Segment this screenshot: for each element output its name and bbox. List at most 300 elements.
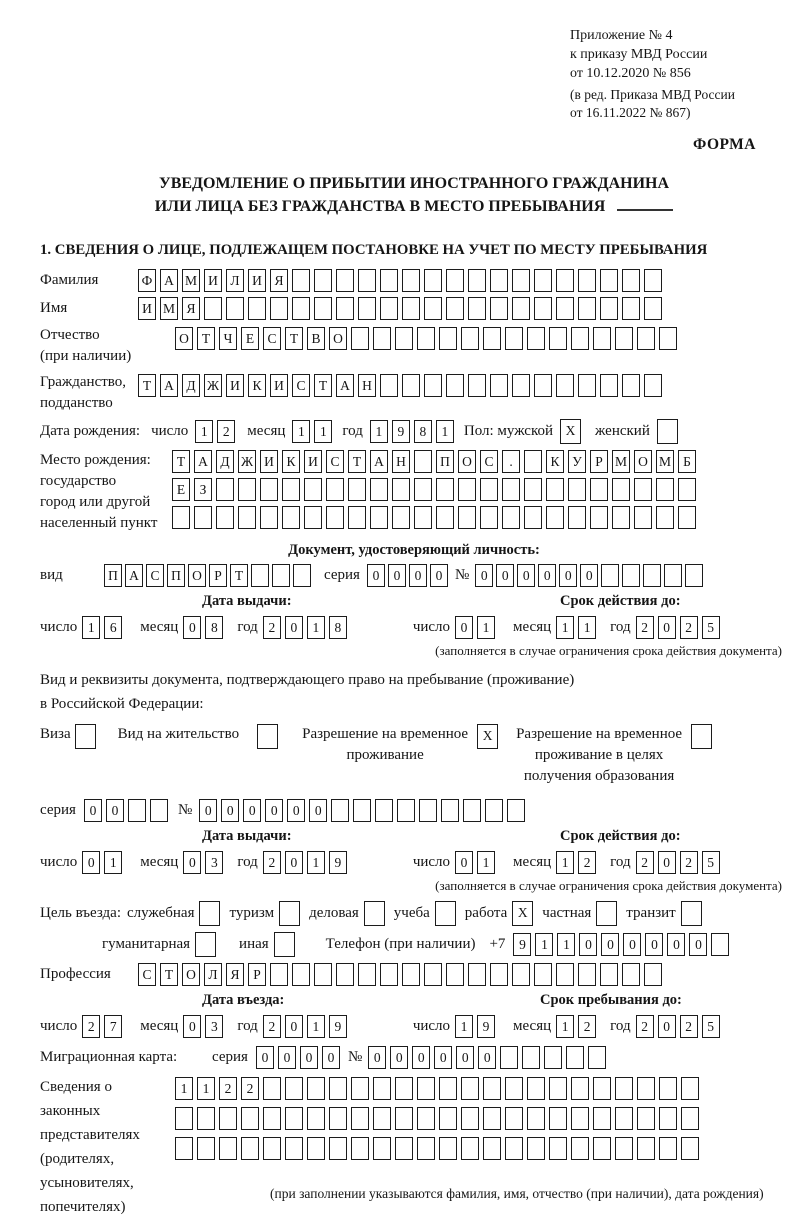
female-checkbox[interactable]: [657, 419, 678, 444]
form-cell[interactable]: [681, 1107, 699, 1130]
form-cell[interactable]: Л: [226, 269, 244, 292]
form-cell[interactable]: [524, 450, 542, 473]
form-cell[interactable]: [483, 1107, 501, 1130]
form-cell[interactable]: А: [160, 374, 178, 397]
form-cell[interactable]: 0: [199, 799, 217, 822]
form-cell[interactable]: Ж: [204, 374, 222, 397]
form-cell[interactable]: [263, 1137, 281, 1160]
form-cell[interactable]: [590, 478, 608, 501]
form-cell[interactable]: [483, 327, 501, 350]
form-cell[interactable]: [643, 564, 661, 587]
form-cell[interactable]: [329, 1107, 347, 1130]
purpose-private-checkbox[interactable]: [596, 901, 617, 926]
form-cell[interactable]: [304, 506, 322, 529]
form-cell[interactable]: 1: [556, 1015, 574, 1038]
form-cell[interactable]: [601, 564, 619, 587]
form-cell[interactable]: 0: [183, 1015, 201, 1038]
form-cell[interactable]: X: [560, 419, 581, 444]
form-cell[interactable]: [571, 327, 589, 350]
form-cell[interactable]: [175, 1107, 193, 1130]
form-cell[interactable]: [578, 297, 596, 320]
form-cell[interactable]: [370, 506, 388, 529]
form-cell[interactable]: А: [336, 374, 354, 397]
form-cell[interactable]: 0: [580, 564, 598, 587]
form-cell[interactable]: 2: [82, 1015, 100, 1038]
form-cell[interactable]: [644, 297, 662, 320]
form-cell[interactable]: 2: [680, 851, 698, 874]
form-cell[interactable]: [571, 1107, 589, 1130]
form-cell[interactable]: [417, 1107, 435, 1130]
form-cell[interactable]: М: [182, 269, 200, 292]
form-cell[interactable]: [441, 799, 459, 822]
form-cell[interactable]: [238, 506, 256, 529]
form-cell[interactable]: 1: [535, 933, 553, 956]
form-cell[interactable]: Т: [160, 963, 178, 986]
form-cell[interactable]: [285, 1107, 303, 1130]
form-cell[interactable]: [329, 1137, 347, 1160]
form-cell[interactable]: П: [104, 564, 122, 587]
form-cell[interactable]: 2: [578, 1015, 596, 1038]
form-cell[interactable]: [395, 327, 413, 350]
form-cell[interactable]: [219, 1137, 237, 1160]
form-cell[interactable]: Н: [392, 450, 410, 473]
purpose-transit-checkbox[interactable]: [681, 901, 702, 926]
form-cell[interactable]: 0: [658, 1015, 676, 1038]
form-cell[interactable]: [659, 327, 677, 350]
form-cell[interactable]: [216, 478, 234, 501]
form-cell[interactable]: 0: [455, 851, 473, 874]
form-cell[interactable]: [549, 327, 567, 350]
form-cell[interactable]: П: [167, 564, 185, 587]
form-cell[interactable]: [524, 478, 542, 501]
form-cell[interactable]: [436, 506, 454, 529]
form-cell[interactable]: 0: [496, 564, 514, 587]
form-cell[interactable]: [490, 269, 508, 292]
form-cell[interactable]: [419, 799, 437, 822]
purpose-business-checkbox[interactable]: [364, 901, 385, 926]
form-cell[interactable]: Е: [172, 478, 190, 501]
form-cell[interactable]: 0: [517, 564, 535, 587]
form-cell[interactable]: [204, 297, 222, 320]
form-cell[interactable]: 0: [368, 1046, 386, 1069]
form-cell[interactable]: [637, 1137, 655, 1160]
form-cell[interactable]: [307, 1107, 325, 1130]
form-cell[interactable]: [260, 506, 278, 529]
form-cell[interactable]: [549, 1077, 567, 1100]
purpose-study-checkbox[interactable]: [435, 901, 456, 926]
form-cell[interactable]: Я: [182, 297, 200, 320]
form-cell[interactable]: Р: [209, 564, 227, 587]
form-cell[interactable]: [150, 799, 168, 822]
form-cell[interactable]: 3: [205, 1015, 223, 1038]
form-cell[interactable]: 0: [388, 564, 406, 587]
form-cell[interactable]: .: [502, 450, 520, 473]
form-cell[interactable]: 1: [436, 420, 454, 443]
form-cell[interactable]: 9: [392, 420, 410, 443]
form-cell[interactable]: [461, 1107, 479, 1130]
form-cell[interactable]: [600, 374, 618, 397]
form-cell[interactable]: [681, 1137, 699, 1160]
purpose-humanitarian-checkbox[interactable]: [195, 932, 216, 957]
form-cell[interactable]: [314, 297, 332, 320]
form-cell[interactable]: [612, 478, 630, 501]
form-cell[interactable]: [241, 1137, 259, 1160]
form-cell[interactable]: 1: [477, 616, 495, 639]
form-cell[interactable]: [435, 901, 456, 926]
form-cell[interactable]: 9: [477, 1015, 495, 1038]
form-cell[interactable]: 0: [285, 1015, 303, 1038]
form-cell[interactable]: [637, 1077, 655, 1100]
form-cell[interactable]: [314, 269, 332, 292]
form-cell[interactable]: 0: [601, 933, 619, 956]
form-cell[interactable]: [644, 963, 662, 986]
purpose-other-checkbox[interactable]: [274, 932, 295, 957]
form-cell[interactable]: [395, 1077, 413, 1100]
form-cell[interactable]: 2: [263, 1015, 281, 1038]
form-cell[interactable]: [463, 799, 481, 822]
form-cell[interactable]: 1: [292, 420, 310, 443]
form-cell[interactable]: 2: [219, 1077, 237, 1100]
form-cell[interactable]: [527, 1137, 545, 1160]
form-cell[interactable]: [314, 963, 332, 986]
form-cell[interactable]: [634, 506, 652, 529]
form-cell[interactable]: [546, 478, 564, 501]
male-checkbox[interactable]: [560, 419, 581, 444]
form-cell[interactable]: [446, 297, 464, 320]
form-cell[interactable]: 1: [82, 616, 100, 639]
form-cell[interactable]: [304, 478, 322, 501]
form-cell[interactable]: С: [263, 327, 281, 350]
form-cell[interactable]: [424, 374, 442, 397]
form-cell[interactable]: [392, 506, 410, 529]
form-cell[interactable]: 2: [241, 1077, 259, 1100]
form-cell[interactable]: [251, 564, 269, 587]
form-cell[interactable]: [556, 963, 574, 986]
form-cell[interactable]: 0: [667, 933, 685, 956]
form-cell[interactable]: [417, 1077, 435, 1100]
form-cell[interactable]: А: [194, 450, 212, 473]
form-cell[interactable]: [656, 478, 674, 501]
form-cell[interactable]: [351, 327, 369, 350]
form-cell[interactable]: [439, 1077, 457, 1100]
form-cell[interactable]: 1: [477, 851, 495, 874]
form-cell[interactable]: [380, 269, 398, 292]
form-cell[interactable]: [600, 297, 618, 320]
form-cell[interactable]: О: [634, 450, 652, 473]
form-cell[interactable]: 2: [263, 616, 281, 639]
form-cell[interactable]: [596, 901, 617, 926]
form-cell[interactable]: [505, 1107, 523, 1130]
form-cell[interactable]: [458, 478, 476, 501]
form-cell[interactable]: [490, 297, 508, 320]
form-cell[interactable]: [197, 1107, 215, 1130]
form-cell[interactable]: [402, 269, 420, 292]
form-cell[interactable]: И: [304, 450, 322, 473]
form-cell[interactable]: Т: [172, 450, 190, 473]
form-cell[interactable]: [397, 799, 415, 822]
form-cell[interactable]: [524, 506, 542, 529]
form-cell[interactable]: [292, 269, 310, 292]
form-cell[interactable]: [392, 478, 410, 501]
form-cell[interactable]: [380, 374, 398, 397]
purpose-work-checkbox[interactable]: [512, 901, 533, 926]
form-cell[interactable]: [375, 799, 393, 822]
form-cell[interactable]: К: [546, 450, 564, 473]
form-cell[interactable]: [568, 478, 586, 501]
form-cell[interactable]: [257, 724, 278, 749]
form-cell[interactable]: [461, 1077, 479, 1100]
form-cell[interactable]: 5: [702, 851, 720, 874]
purpose-official-checkbox[interactable]: [199, 901, 220, 926]
form-cell[interactable]: Я: [270, 269, 288, 292]
form-cell[interactable]: [588, 1046, 606, 1069]
form-cell[interactable]: [282, 478, 300, 501]
form-cell[interactable]: [238, 478, 256, 501]
form-cell[interactable]: 2: [578, 851, 596, 874]
form-cell[interactable]: [307, 1077, 325, 1100]
form-cell[interactable]: Л: [204, 963, 222, 986]
form-cell[interactable]: [331, 799, 349, 822]
form-cell[interactable]: [566, 1046, 584, 1069]
form-cell[interactable]: [307, 1137, 325, 1160]
form-cell[interactable]: [527, 1107, 545, 1130]
form-cell[interactable]: 0: [390, 1046, 408, 1069]
form-cell[interactable]: [612, 506, 630, 529]
form-cell[interactable]: 2: [680, 616, 698, 639]
form-cell[interactable]: И: [226, 374, 244, 397]
form-cell[interactable]: [622, 297, 640, 320]
form-cell[interactable]: [128, 799, 146, 822]
form-cell[interactable]: 0: [475, 564, 493, 587]
form-cell[interactable]: [351, 1077, 369, 1100]
form-cell[interactable]: [402, 963, 420, 986]
form-cell[interactable]: [600, 269, 618, 292]
form-cell[interactable]: С: [326, 450, 344, 473]
form-cell[interactable]: Р: [590, 450, 608, 473]
form-cell[interactable]: М: [612, 450, 630, 473]
form-cell[interactable]: [600, 963, 618, 986]
form-cell[interactable]: 0: [689, 933, 707, 956]
form-cell[interactable]: И: [260, 450, 278, 473]
form-cell[interactable]: [272, 564, 290, 587]
form-cell[interactable]: [505, 1137, 523, 1160]
form-cell[interactable]: Т: [230, 564, 248, 587]
form-cell[interactable]: [711, 933, 729, 956]
form-cell[interactable]: [622, 963, 640, 986]
form-cell[interactable]: [172, 506, 190, 529]
form-cell[interactable]: 1: [455, 1015, 473, 1038]
form-cell[interactable]: [546, 506, 564, 529]
form-cell[interactable]: [380, 963, 398, 986]
form-cell[interactable]: [424, 269, 442, 292]
form-cell[interactable]: [622, 564, 640, 587]
form-cell[interactable]: [373, 1137, 391, 1160]
form-cell[interactable]: [279, 901, 300, 926]
form-cell[interactable]: 0: [84, 799, 102, 822]
form-cell[interactable]: 2: [636, 1015, 654, 1038]
form-cell[interactable]: 2: [636, 851, 654, 874]
form-cell[interactable]: [615, 1077, 633, 1100]
form-cell[interactable]: С: [138, 963, 156, 986]
form-cell[interactable]: [263, 1077, 281, 1100]
form-cell[interactable]: 0: [285, 851, 303, 874]
form-cell[interactable]: [480, 478, 498, 501]
form-cell[interactable]: 1: [307, 616, 325, 639]
form-cell[interactable]: [571, 1137, 589, 1160]
form-cell[interactable]: 3: [205, 851, 223, 874]
form-cell[interactable]: [678, 478, 696, 501]
form-cell[interactable]: [461, 1137, 479, 1160]
form-cell[interactable]: 1: [556, 851, 574, 874]
form-cell[interactable]: 0: [579, 933, 597, 956]
form-cell[interactable]: [512, 963, 530, 986]
form-cell[interactable]: Д: [182, 374, 200, 397]
form-cell[interactable]: [439, 1137, 457, 1160]
form-cell[interactable]: [329, 1077, 347, 1100]
form-cell[interactable]: [685, 564, 703, 587]
form-cell[interactable]: [556, 269, 574, 292]
form-cell[interactable]: [500, 1046, 518, 1069]
form-cell[interactable]: [241, 1107, 259, 1130]
form-cell[interactable]: [402, 374, 420, 397]
form-cell[interactable]: [571, 1077, 589, 1100]
form-cell[interactable]: 0: [623, 933, 641, 956]
form-cell[interactable]: [678, 506, 696, 529]
form-cell[interactable]: 0: [412, 1046, 430, 1069]
form-cell[interactable]: З: [194, 478, 212, 501]
form-cell[interactable]: [248, 297, 266, 320]
form-cell[interactable]: [534, 269, 552, 292]
form-cell[interactable]: [593, 327, 611, 350]
form-cell[interactable]: А: [125, 564, 143, 587]
form-cell[interactable]: [414, 478, 432, 501]
form-cell[interactable]: 0: [478, 1046, 496, 1069]
form-cell[interactable]: [402, 297, 420, 320]
form-cell[interactable]: [502, 478, 520, 501]
form-cell[interactable]: 0: [367, 564, 385, 587]
form-cell[interactable]: [534, 963, 552, 986]
form-cell[interactable]: [593, 1077, 611, 1100]
form-cell[interactable]: 0: [265, 799, 283, 822]
form-cell[interactable]: [468, 269, 486, 292]
form-cell[interactable]: [270, 963, 288, 986]
form-cell[interactable]: [380, 297, 398, 320]
form-cell[interactable]: С: [292, 374, 310, 397]
form-cell[interactable]: [556, 297, 574, 320]
form-cell[interactable]: 6: [104, 616, 122, 639]
form-cell[interactable]: [270, 297, 288, 320]
form-cell[interactable]: 0: [309, 799, 327, 822]
form-cell[interactable]: [578, 374, 596, 397]
form-cell[interactable]: С: [480, 450, 498, 473]
form-cell[interactable]: 9: [513, 933, 531, 956]
form-cell[interactable]: И: [204, 269, 222, 292]
form-cell[interactable]: А: [370, 450, 388, 473]
purpose-tourism-checkbox[interactable]: [279, 901, 300, 926]
form-cell[interactable]: М: [160, 297, 178, 320]
form-cell[interactable]: X: [477, 724, 498, 749]
form-cell[interactable]: [615, 1137, 633, 1160]
form-cell[interactable]: [468, 963, 486, 986]
form-cell[interactable]: И: [138, 297, 156, 320]
form-cell[interactable]: [417, 1137, 435, 1160]
form-cell[interactable]: [373, 327, 391, 350]
form-cell[interactable]: [424, 963, 442, 986]
form-cell[interactable]: А: [160, 269, 178, 292]
form-cell[interactable]: 9: [329, 1015, 347, 1038]
form-cell[interactable]: 1: [557, 933, 575, 956]
form-cell[interactable]: Я: [226, 963, 244, 986]
form-cell[interactable]: [282, 506, 300, 529]
form-cell[interactable]: 1: [175, 1077, 193, 1100]
form-cell[interactable]: 0: [82, 851, 100, 874]
form-cell[interactable]: [436, 478, 454, 501]
form-cell[interactable]: [644, 374, 662, 397]
form-cell[interactable]: [485, 799, 503, 822]
form-cell[interactable]: 1: [197, 1077, 215, 1100]
form-cell[interactable]: [446, 269, 464, 292]
form-cell[interactable]: [395, 1107, 413, 1130]
form-cell[interactable]: [534, 374, 552, 397]
form-cell[interactable]: [285, 1077, 303, 1100]
form-cell[interactable]: [446, 963, 464, 986]
form-cell[interactable]: [505, 1077, 523, 1100]
form-cell[interactable]: X: [512, 901, 533, 926]
form-cell[interactable]: [424, 297, 442, 320]
form-cell[interactable]: 0: [106, 799, 124, 822]
form-cell[interactable]: [657, 419, 678, 444]
form-cell[interactable]: 2: [263, 851, 281, 874]
form-cell[interactable]: Ч: [219, 327, 237, 350]
form-cell[interactable]: П: [436, 450, 454, 473]
form-cell[interactable]: [593, 1107, 611, 1130]
form-cell[interactable]: [590, 506, 608, 529]
edu-permit-checkbox[interactable]: [691, 724, 712, 749]
form-cell[interactable]: [336, 963, 354, 986]
form-cell[interactable]: 1: [578, 616, 596, 639]
form-cell[interactable]: 0: [287, 799, 305, 822]
form-cell[interactable]: О: [329, 327, 347, 350]
form-cell[interactable]: О: [175, 327, 193, 350]
form-cell[interactable]: И: [248, 269, 266, 292]
form-cell[interactable]: [483, 1077, 501, 1100]
form-cell[interactable]: 0: [243, 799, 261, 822]
form-cell[interactable]: 0: [658, 851, 676, 874]
form-cell[interactable]: [351, 1107, 369, 1130]
form-cell[interactable]: [414, 450, 432, 473]
form-cell[interactable]: Т: [197, 327, 215, 350]
form-cell[interactable]: У: [568, 450, 586, 473]
form-cell[interactable]: Ф: [138, 269, 156, 292]
form-cell[interactable]: [593, 1137, 611, 1160]
form-cell[interactable]: [373, 1077, 391, 1100]
form-cell[interactable]: Р: [248, 963, 266, 986]
form-cell[interactable]: Д: [216, 450, 234, 473]
form-cell[interactable]: [615, 1107, 633, 1130]
form-cell[interactable]: 2: [217, 420, 235, 443]
form-cell[interactable]: [446, 374, 464, 397]
form-cell[interactable]: [274, 932, 295, 957]
form-cell[interactable]: [534, 297, 552, 320]
form-cell[interactable]: [216, 506, 234, 529]
form-cell[interactable]: 0: [322, 1046, 340, 1069]
form-cell[interactable]: 0: [285, 616, 303, 639]
form-cell[interactable]: К: [248, 374, 266, 397]
form-cell[interactable]: [681, 1077, 699, 1100]
form-cell[interactable]: [414, 506, 432, 529]
form-cell[interactable]: [512, 374, 530, 397]
form-cell[interactable]: [664, 564, 682, 587]
